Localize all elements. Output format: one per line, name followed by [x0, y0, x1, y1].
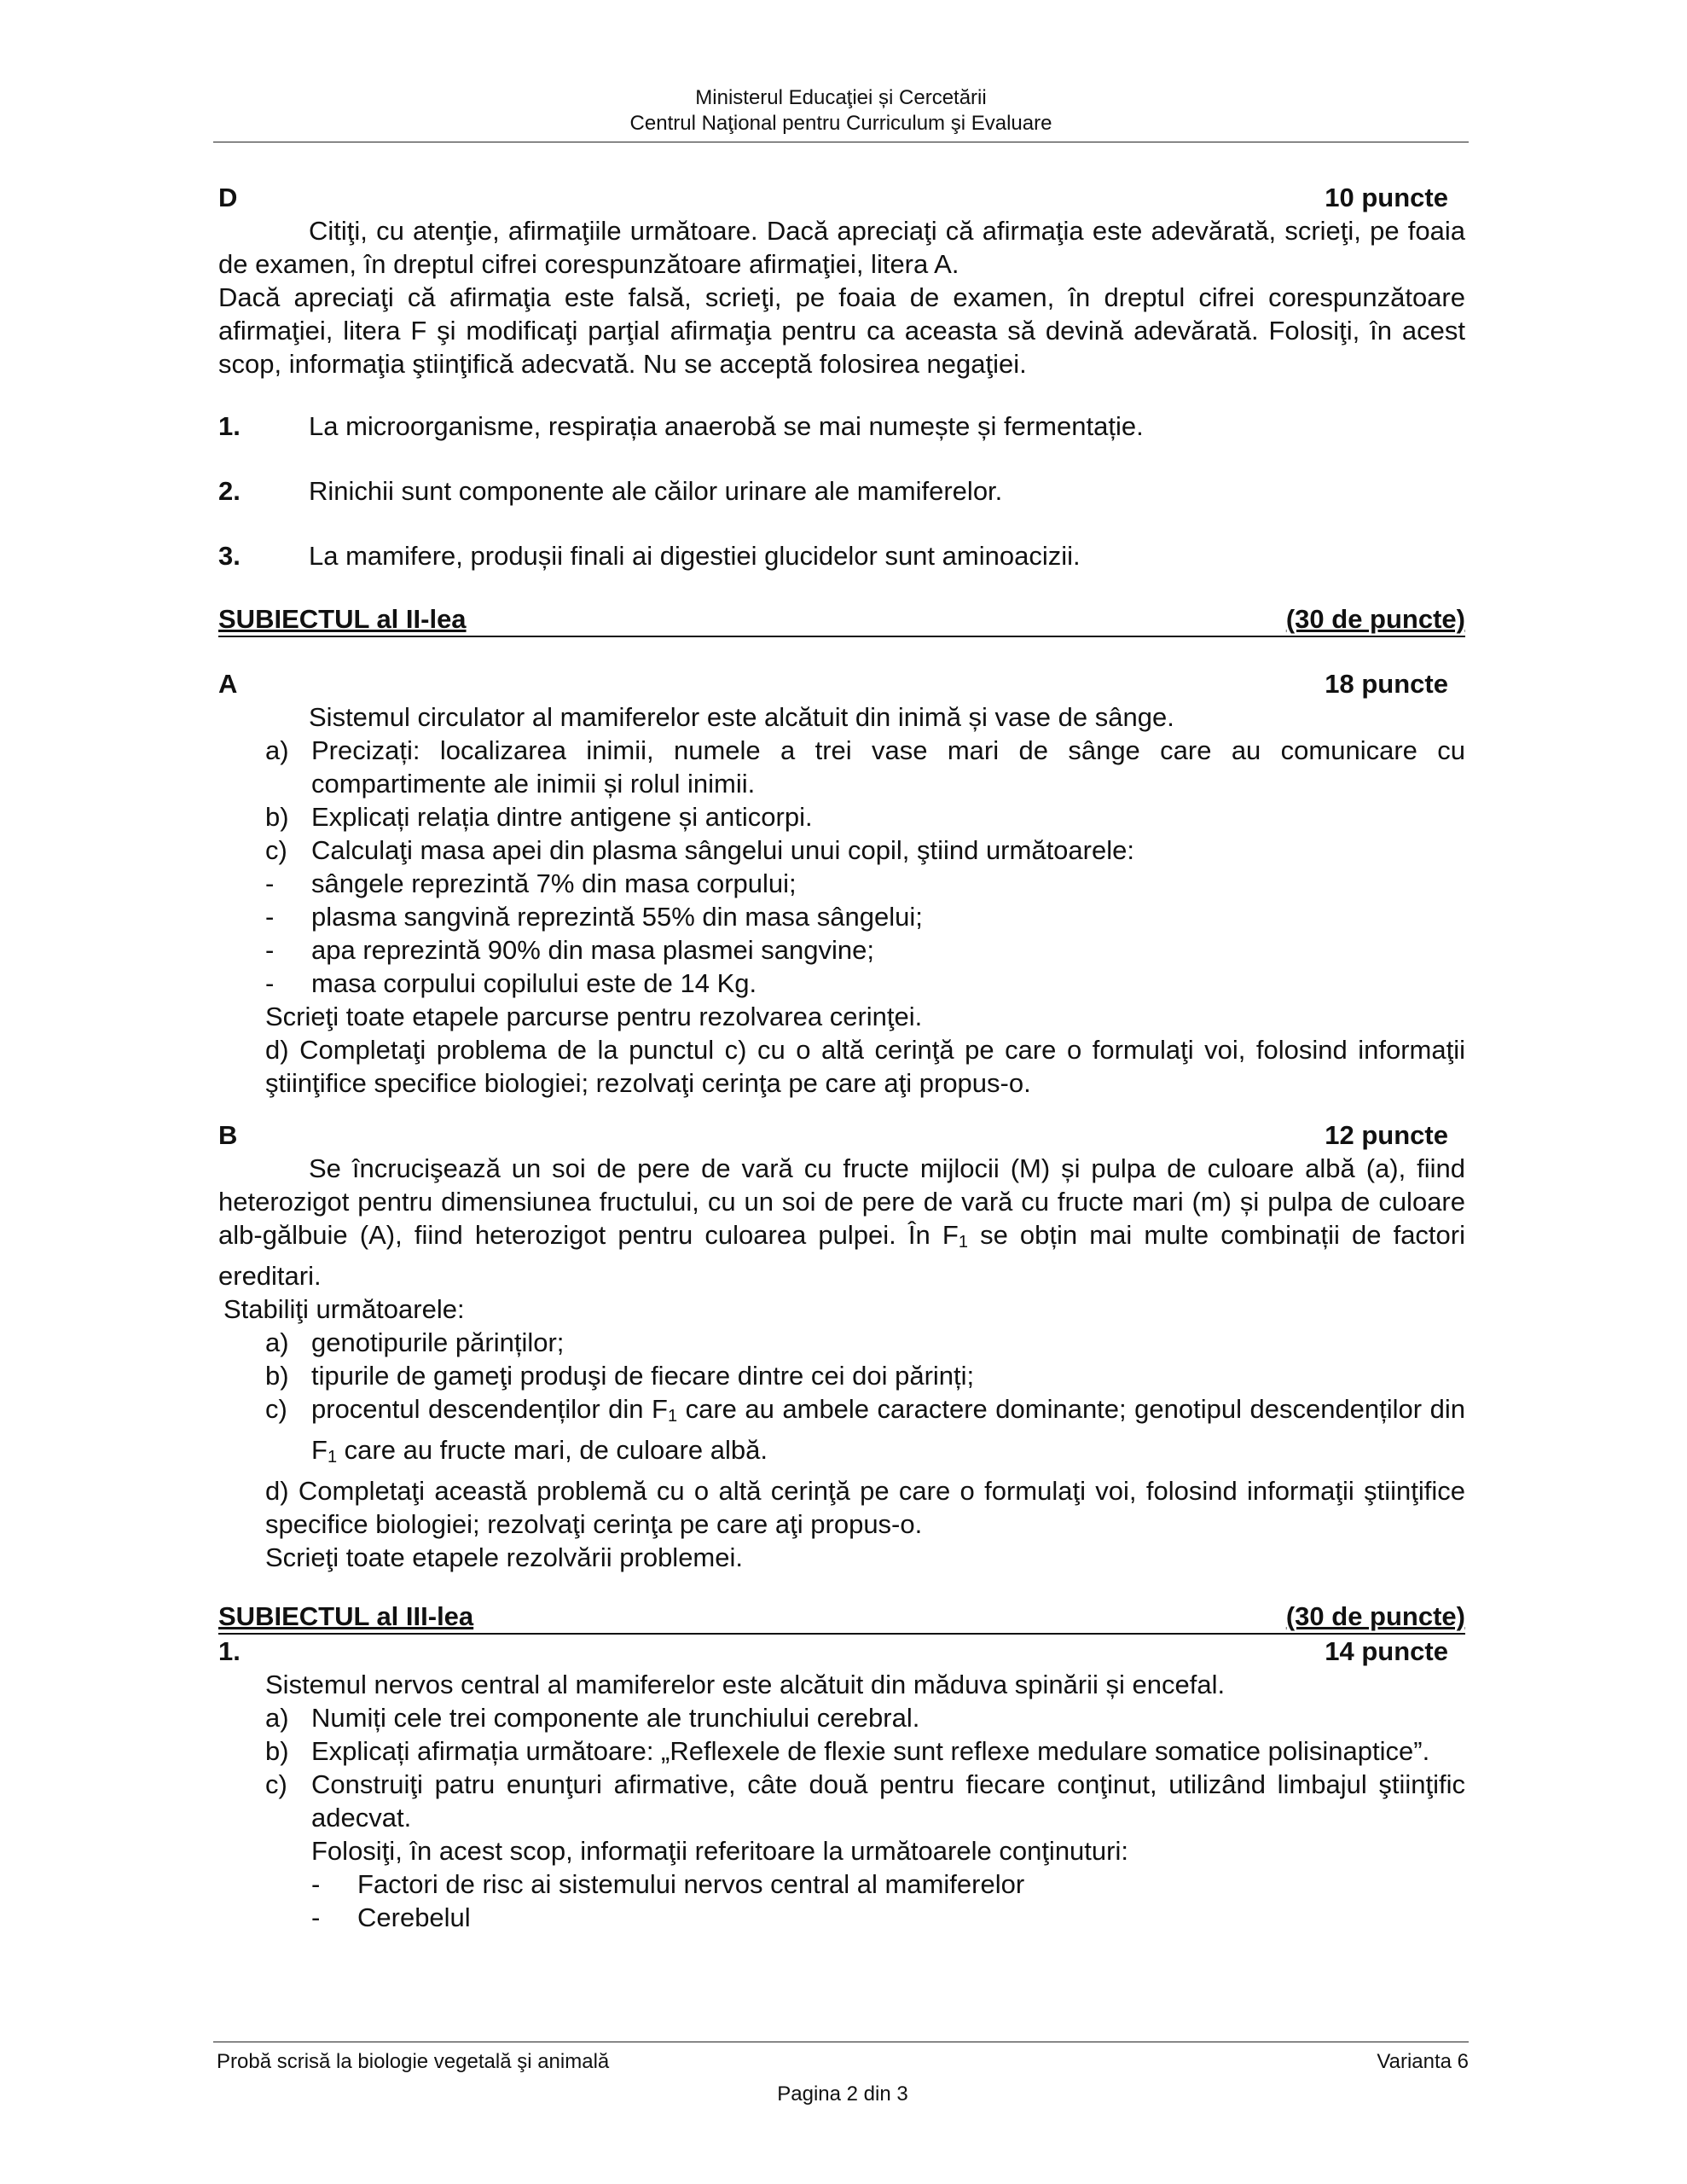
question-a-text: Numiți cele trei componente ale trunchiului cerebral.	[311, 1703, 920, 1733]
question-b	[218, 1734, 1465, 1768]
question-c	[218, 1392, 1465, 1474]
subject-2-points: (30 de puncte)	[1285, 604, 1465, 634]
list-item	[218, 967, 1465, 1000]
section-d-points: 10 puncte	[1325, 183, 1448, 212]
list-item	[218, 1867, 1465, 1901]
question-c-part1: procentul descendenților din F	[311, 1394, 668, 1424]
statement-text: La microorganisme, respirația anaerobă se mai numește și fermentație.	[309, 411, 1144, 441]
section-b-establish: Stabiliţi următoarele:	[223, 1294, 465, 1324]
list-dash: -	[311, 1869, 321, 1899]
question-a-label: a)	[265, 1703, 289, 1733]
question-c-label: c)	[265, 1769, 287, 1799]
list-item-text: Cerebelul	[357, 1902, 471, 1932]
header-center: Centrul Naţional pentru Curriculum şi Evaluare	[629, 112, 1052, 135]
list-item-text: masa corpului copilului este de 14 Kg.	[311, 968, 757, 998]
question-a	[218, 734, 1465, 800]
footer-variant: Varianta 6	[1377, 2050, 1469, 2073]
question-1-points: 14 puncte	[1325, 1636, 1448, 1666]
statement-number: 2.	[218, 476, 241, 506]
question-c	[218, 1768, 1465, 1834]
question-a-text: genotipurile părinților;	[311, 1327, 565, 1357]
statement-number: 3.	[218, 541, 241, 571]
list-item	[218, 867, 1465, 900]
section-b-intro	[218, 1152, 1465, 1292]
page-footer	[217, 2049, 1469, 2107]
question-c-label: c)	[265, 835, 287, 865]
question-a-label: a)	[265, 1327, 289, 1357]
subscript: 1	[958, 1233, 968, 1252]
question-d: d) Completaţi problema de la punctul c) cu o altă cerinţă pe care o formulaţi voi, folosind informaţii ştiinţifice specifice biologiei; rezolvaţi cerinţa pe care aţi propus-o.	[265, 1035, 1465, 1098]
question-a	[218, 1701, 1465, 1734]
list-dash: -	[265, 935, 275, 965]
statement-1	[218, 410, 1465, 443]
question-b-label: b)	[265, 1361, 289, 1391]
list-dash: -	[265, 868, 275, 898]
question-b-text: Explicați afirmația următoare: „Reflexele de flexie sunt reflexe medulare somatice polisinaptice”.	[311, 1736, 1430, 1766]
question-c-label: c)	[265, 1394, 287, 1424]
section-a-heading	[218, 667, 1465, 700]
exam-content	[218, 181, 1465, 1934]
list-item	[218, 1901, 1465, 1934]
section-a-label: A	[218, 669, 238, 699]
question-c-use: Folosiţi, în acest scop, informaţii referitoare la următoarele conţinuturi:	[311, 1836, 1128, 1866]
question-a-text: Precizați: localizarea inimii, numele a trei vase mari de sânge care au comunicare cu compartimente ale inimii și rolul inimii.	[311, 735, 1465, 799]
list-dash: -	[265, 968, 275, 998]
section-d-label: D	[218, 183, 238, 212]
subject-3-title: SUBIECTUL al III-lea	[218, 1601, 474, 1631]
subject-3-points: (30 de puncte)	[1285, 1601, 1465, 1631]
question-c-text: Construiţi patru enunţuri afirmative, câte două pentru fiecare conţinut, utilizând limbajul ştiinţific adecvat.	[311, 1769, 1465, 1833]
question-b-text: tipurile de gameţi produşi de fiecare dintre cei doi părinți;	[311, 1361, 975, 1391]
list-item	[218, 900, 1465, 933]
section-a-intro: Sistemul circulator al mamiferelor este alcătuit din inimă și vase de sânge.	[309, 702, 1174, 732]
question-d: d) Completaţi această problemă cu o altă cerinţă pe care o formulaţi voi, folosind informaţii ştiinţifice specifice biologiei; rezolvaţi cerinţa pe care aţi propus-o.	[265, 1476, 1465, 1539]
question-b-label: b)	[265, 1736, 289, 1766]
section-d-intro: Citiţi, cu atenţie, afirmaţiile următoare. Dacă apreciaţi că afirmaţia este adevărată, scrieţi, pe foaia de examen, în dreptul cifrei corespunzătoare afirmaţiei, litera A.	[218, 216, 1465, 279]
question-c-part2: care au ambele caractere dominante; genotipul descendenților din F	[311, 1394, 1465, 1465]
question-c	[218, 834, 1465, 867]
list-item-text: apa reprezintă 90% din masa plasmei sangvine;	[311, 935, 874, 965]
question-b	[218, 1359, 1465, 1392]
page-header	[213, 85, 1469, 136]
section-d-heading	[218, 181, 1465, 214]
statement-number: 1.	[218, 411, 241, 441]
statement-text: La mamifere, produșii finali ai digestiei glucidelor sunt aminoacizii.	[309, 541, 1081, 571]
section-b-intro-end: se obțin mai multe combinații de factori ereditari.	[218, 1220, 1465, 1291]
question-c-text: Calculaţi masa apei din plasma sângelui unui copil, ştiind următoarele:	[311, 835, 1134, 865]
subscript: 1	[667, 1407, 678, 1426]
question-b-text: Explicați relația dintre antigene și anticorpi.	[311, 802, 813, 832]
subject-2-title: SUBIECTUL al II-lea	[218, 604, 467, 634]
section-b-steps: Scrieţi toate etapele rezolvării problemei.	[265, 1542, 743, 1572]
question-c-part3: care au fructe mari, de culoare albă.	[337, 1435, 768, 1465]
question-b	[218, 800, 1465, 834]
question-a-label: a)	[265, 735, 289, 765]
statement-3	[218, 539, 1465, 572]
section-b-intro-main: Se încrucişează un soi de pere de vară cu fructe mijlocii (M) și pulpa de culoare albă (a), fiind heterozigot pentru dimensiunea fructului, cu un soi de pere de vară cu fructe mari (m) și pulpa de culoare alb-gălbuie (A), fiind heterozigot pentru culoarea pulpei. În F	[218, 1153, 1465, 1250]
list-item-text: sângele reprezintă 7% din masa corpului;	[311, 868, 797, 898]
header-ministry: Ministerul Educaţiei și Cercetării	[695, 86, 987, 109]
section-a-points: 18 puncte	[1325, 669, 1448, 699]
section-a-steps: Scrieţi toate etapele parcurse pentru rezolvarea cerinţei.	[265, 1002, 923, 1031]
subject-2-heading	[218, 602, 1465, 637]
section-d-instructions: Dacă apreciaţi că afirmaţia este falsă, scrieţi, pe foaia de examen, în dreptul cifrei corespunzătoare afirmaţiei, litera F şi modificaţi parţial afirmaţia pentru ca aceasta să devină adevărată. Folosiţi, în acest scop, informaţia ştiinţifică adecvată. Nu se acceptă folosirea negaţiei.	[218, 282, 1465, 379]
section-b-heading	[218, 1118, 1465, 1152]
footer-exam-name: Probă scrisă la biologie vegetală şi animală	[217, 2050, 610, 2073]
subject-3-heading	[218, 1600, 1465, 1635]
question-1-intro: Sistemul nervos central al mamiferelor este alcătuit din măduva spinării și encefal.	[265, 1670, 1226, 1699]
list-item-text: plasma sangvină reprezintă 55% din masa sângelui;	[311, 902, 923, 932]
statement-text: Rinichii sunt componente ale căilor urinare ale mamiferelor.	[309, 476, 1003, 506]
list-dash: -	[311, 1902, 321, 1932]
question-c-text	[311, 1392, 1465, 1474]
list-dash: -	[265, 902, 275, 932]
page-number: Pagina 2 din 3	[777, 2082, 908, 2106]
question-a	[218, 1326, 1465, 1359]
question-b-label: b)	[265, 802, 289, 832]
question-1-number: 1.	[218, 1636, 241, 1666]
subscript: 1	[327, 1448, 338, 1467]
statement-2	[218, 474, 1465, 508]
list-item-text: Factori de risc ai sistemului nervos central al mamiferelor	[357, 1869, 1025, 1899]
list-item	[218, 933, 1465, 967]
section-b-points: 12 puncte	[1325, 1120, 1448, 1150]
section-b-label: B	[218, 1120, 238, 1150]
question-1-heading	[218, 1635, 1465, 1668]
